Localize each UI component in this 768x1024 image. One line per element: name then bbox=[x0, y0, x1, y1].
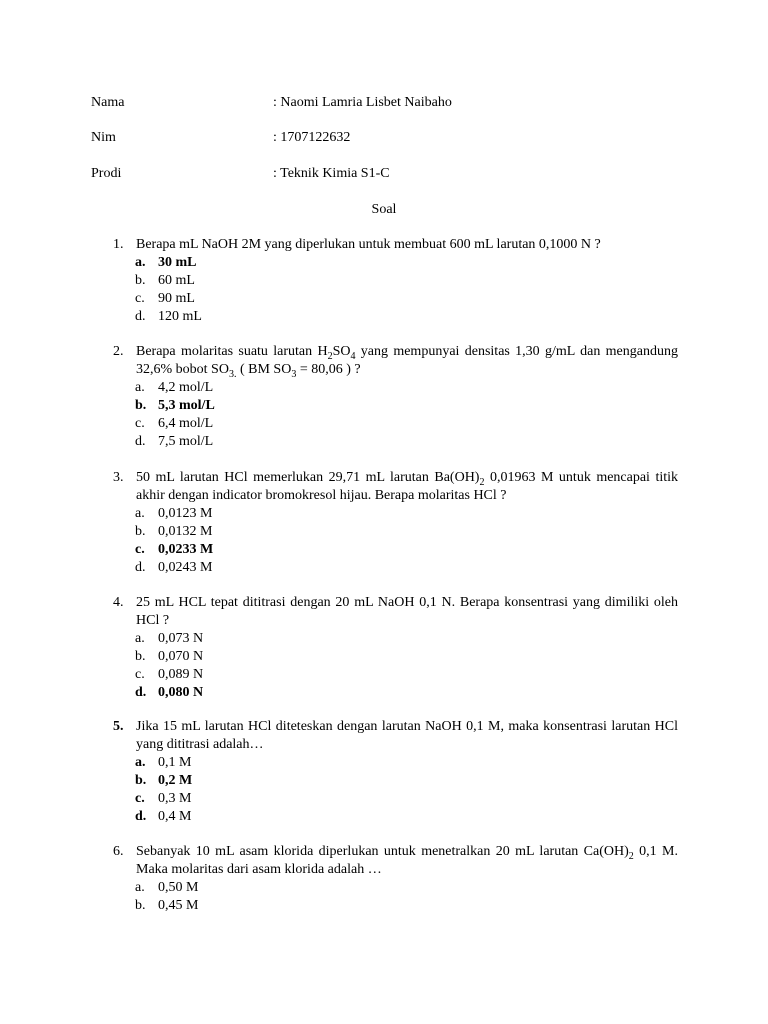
option-letter: a. bbox=[135, 755, 146, 770]
option-value: 0,3 M bbox=[158, 791, 192, 806]
option-value: 5,3 mol/L bbox=[158, 398, 215, 413]
option-letter: c. bbox=[135, 667, 145, 682]
option-letter: b. bbox=[135, 649, 146, 664]
nim-label: Nim bbox=[91, 130, 116, 145]
question-number: 2. bbox=[113, 344, 124, 359]
option-value: 0,0233 M bbox=[158, 542, 214, 557]
option-value: 30 mL bbox=[158, 255, 197, 270]
option-value: 0,0132 M bbox=[158, 524, 213, 539]
question-number: 3. bbox=[113, 470, 124, 485]
option-value: 0,45 M bbox=[158, 898, 199, 913]
option-letter: c. bbox=[135, 291, 145, 306]
prodi-value: : Teknik Kimia S1-C bbox=[273, 166, 390, 181]
option-letter: b. bbox=[135, 773, 147, 788]
option-letter: c. bbox=[135, 416, 145, 431]
option-value: 120 mL bbox=[158, 309, 202, 324]
option-letter: b. bbox=[135, 398, 147, 413]
name-label: Nama bbox=[91, 95, 125, 110]
page-title: Soal bbox=[371, 202, 397, 217]
question-text: Berapa molaritas suatu larutan $H_2SO_4$ yang mempunyai densitas 1,30 g/mL dan mengandung 32,6% bobot $SO_{3.}$ ( BM $SO_3 = 80,06$ ) ? bbox=[136, 344, 678, 380]
option-letter: a. bbox=[135, 506, 145, 521]
option-letter: c. bbox=[135, 791, 145, 806]
question-number: 5. bbox=[113, 719, 124, 734]
option-letter: a. bbox=[135, 880, 145, 895]
header-name-row bbox=[91, 95, 452, 111]
question-number: 1. bbox=[113, 237, 124, 252]
option-value: 0,070 N bbox=[158, 649, 204, 664]
question-text: Sebanyak 10 mL asam klorida diperlukan untuk menetralkan 20 mL larutan $Ca(OH)_2$ 0,1 M. Maka molaritas dari asam klorida adalah … bbox=[136, 844, 679, 877]
option-value: 6,4 mol/L bbox=[158, 416, 214, 431]
question-text: 25 mL HCL tepat dititrasi dengan 20 mL NaOH 0,1 N. Berapa konsentrasi yang dimiliki oleh HCl ? bbox=[136, 595, 678, 628]
option-letter: b. bbox=[135, 524, 146, 539]
option-value: 0,0243 M bbox=[158, 560, 213, 575]
option-letter: d. bbox=[135, 309, 146, 324]
option-value: 0,4 M bbox=[158, 809, 192, 824]
header-prodi-row bbox=[91, 166, 390, 182]
option-letter: d. bbox=[135, 560, 146, 575]
question-text: Jika 15 mL larutan HCl diteteskan dengan larutan NaOH 0,1 M, maka konsentrasi larutan HCl yang dititrasi adalah… bbox=[136, 719, 678, 752]
question-text: Berapa mL NaOH 2M yang diperlukan untuk membuat 600 mL larutan 0,1000 N ? bbox=[136, 237, 601, 252]
option-value: 0,080 N bbox=[158, 685, 204, 700]
prodi-label: Prodi bbox=[91, 166, 122, 181]
option-value: 0,1 M bbox=[158, 755, 192, 770]
name-value: : Naomi Lamria Lisbet Naibaho bbox=[273, 95, 452, 110]
option-value: 0,50 M bbox=[158, 880, 199, 895]
option-value: 90 mL bbox=[158, 291, 195, 306]
question-number: 4. bbox=[113, 595, 124, 610]
nim-value: : 1707122632 bbox=[273, 130, 351, 145]
option-letter: b. bbox=[135, 898, 146, 913]
option-value: 0,073 N bbox=[158, 631, 204, 646]
option-letter: d. bbox=[135, 685, 147, 700]
option-letter: a. bbox=[135, 631, 145, 646]
question-number: 6. bbox=[113, 844, 124, 859]
option-value: 0,2 M bbox=[158, 773, 193, 788]
option-letter: a. bbox=[135, 255, 146, 270]
option-value: 0,0123 M bbox=[158, 506, 213, 521]
option-value: 7,5 mol/L bbox=[158, 434, 214, 449]
option-letter: b. bbox=[135, 273, 146, 288]
option-letter: d. bbox=[135, 809, 147, 824]
option-value: 60 mL bbox=[158, 273, 195, 288]
question-text: 50 mL larutan HCl memerlukan 29,71 mL larutan $Ba(OH)_2$ 0,01963 M untuk mencapai titik akhir dengan indicator bromokresol hijau. Berapa molaritas HCl ? bbox=[136, 470, 679, 503]
option-letter: a. bbox=[135, 380, 145, 395]
option-value: 4,2 mol/L bbox=[158, 380, 214, 395]
header-nim-row bbox=[91, 130, 350, 146]
option-value: 0,089 N bbox=[158, 667, 204, 682]
option-letter: c. bbox=[135, 542, 145, 557]
option-letter: d. bbox=[135, 434, 146, 449]
